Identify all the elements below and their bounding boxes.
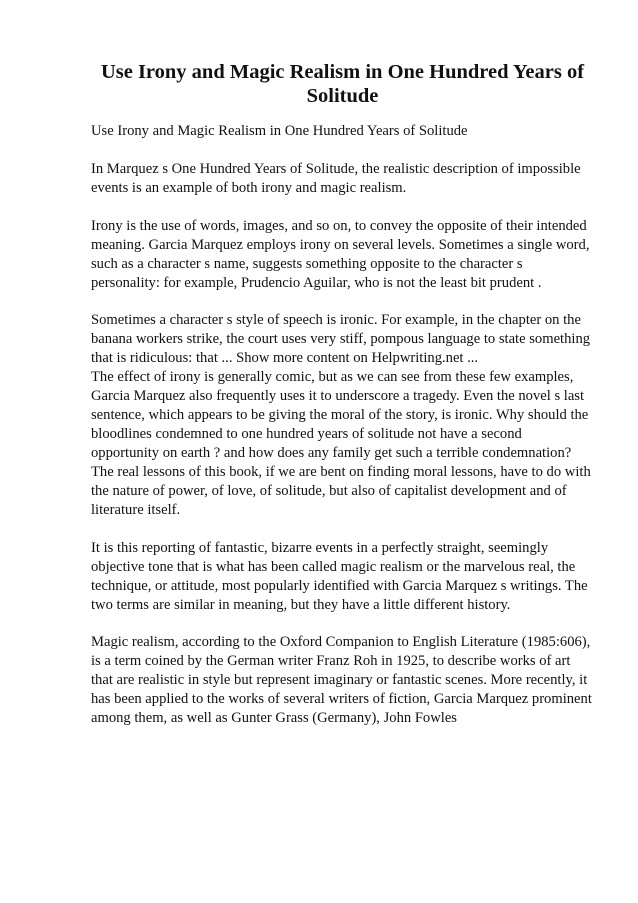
paragraph-speech-irony: Sometimes a character s style of speech is ironic. For example, in the chapter on the banana workers strike, the court uses very stiff, pompous language to state something that is ridiculous: that ... Show more content on Helpwriting.net ... bbox=[91, 312, 591, 366]
paragraph-irony-effect: The effect of irony is generally comic, but as we can see from these few examples, Garcia Marquez also frequently uses it to underscore a tragedy. Even the novel s last sentence, which appears to be giving the moral of the story, is ironic. Why should the bloodlines condemned to one hundred years of solitude not have a second opportunity on earth ? and how does any family get such a terrible condemnation? The real lessons of this book, if we are bent on finding moral lessons, have to do with the nature of power, of love, of solitude, but also of capitalist development and of literature itself. bbox=[91, 369, 591, 518]
paragraph-irony-definition: Irony is the use of words, images, and so on, to convey the opposite of their intended meaning. Garcia Marquez employs irony on several levels. Sometimes a single word, such as a character s name, suggests something opposite to the character s personality: for example, Prudencio Aguilar, who is not the least bit prudent . bbox=[91, 217, 590, 291]
document-title: Use Irony and Magic Realism in One Hundred Years of Solitude bbox=[100, 61, 585, 107]
paragraph-intro: In Marquez s One Hundred Years of Solitude, the realistic description of impossible events is an example of both irony and magic realism. bbox=[91, 161, 581, 196]
document-subtitle: Use Irony and Magic Realism in One Hundred Years of Solitude bbox=[91, 123, 468, 139]
paragraph-magic-realism-definition: Magic realism, according to the Oxford Companion to English Literature (1985:606), is a term coined by the German writer Franz Roh in 1925, to describe works of art that are realistic in style but represent imaginary or fantastic scenes. More recently, it has been applied to the works of several writers of fiction, Garcia Marquez prominent among them, as well as Gunter Grass (Germany), John Fowles bbox=[91, 634, 592, 726]
paragraph-magic-realism-tone: It is this reporting of fantastic, bizarre events in a perfectly straight, seemingly objective tone that is what has been called magic realism or the marvelous real, the technique, or attitude, most popularly identified with Garcia Marquez s writings. The two terms are similar in meaning, but they have a little different history. bbox=[91, 539, 588, 613]
